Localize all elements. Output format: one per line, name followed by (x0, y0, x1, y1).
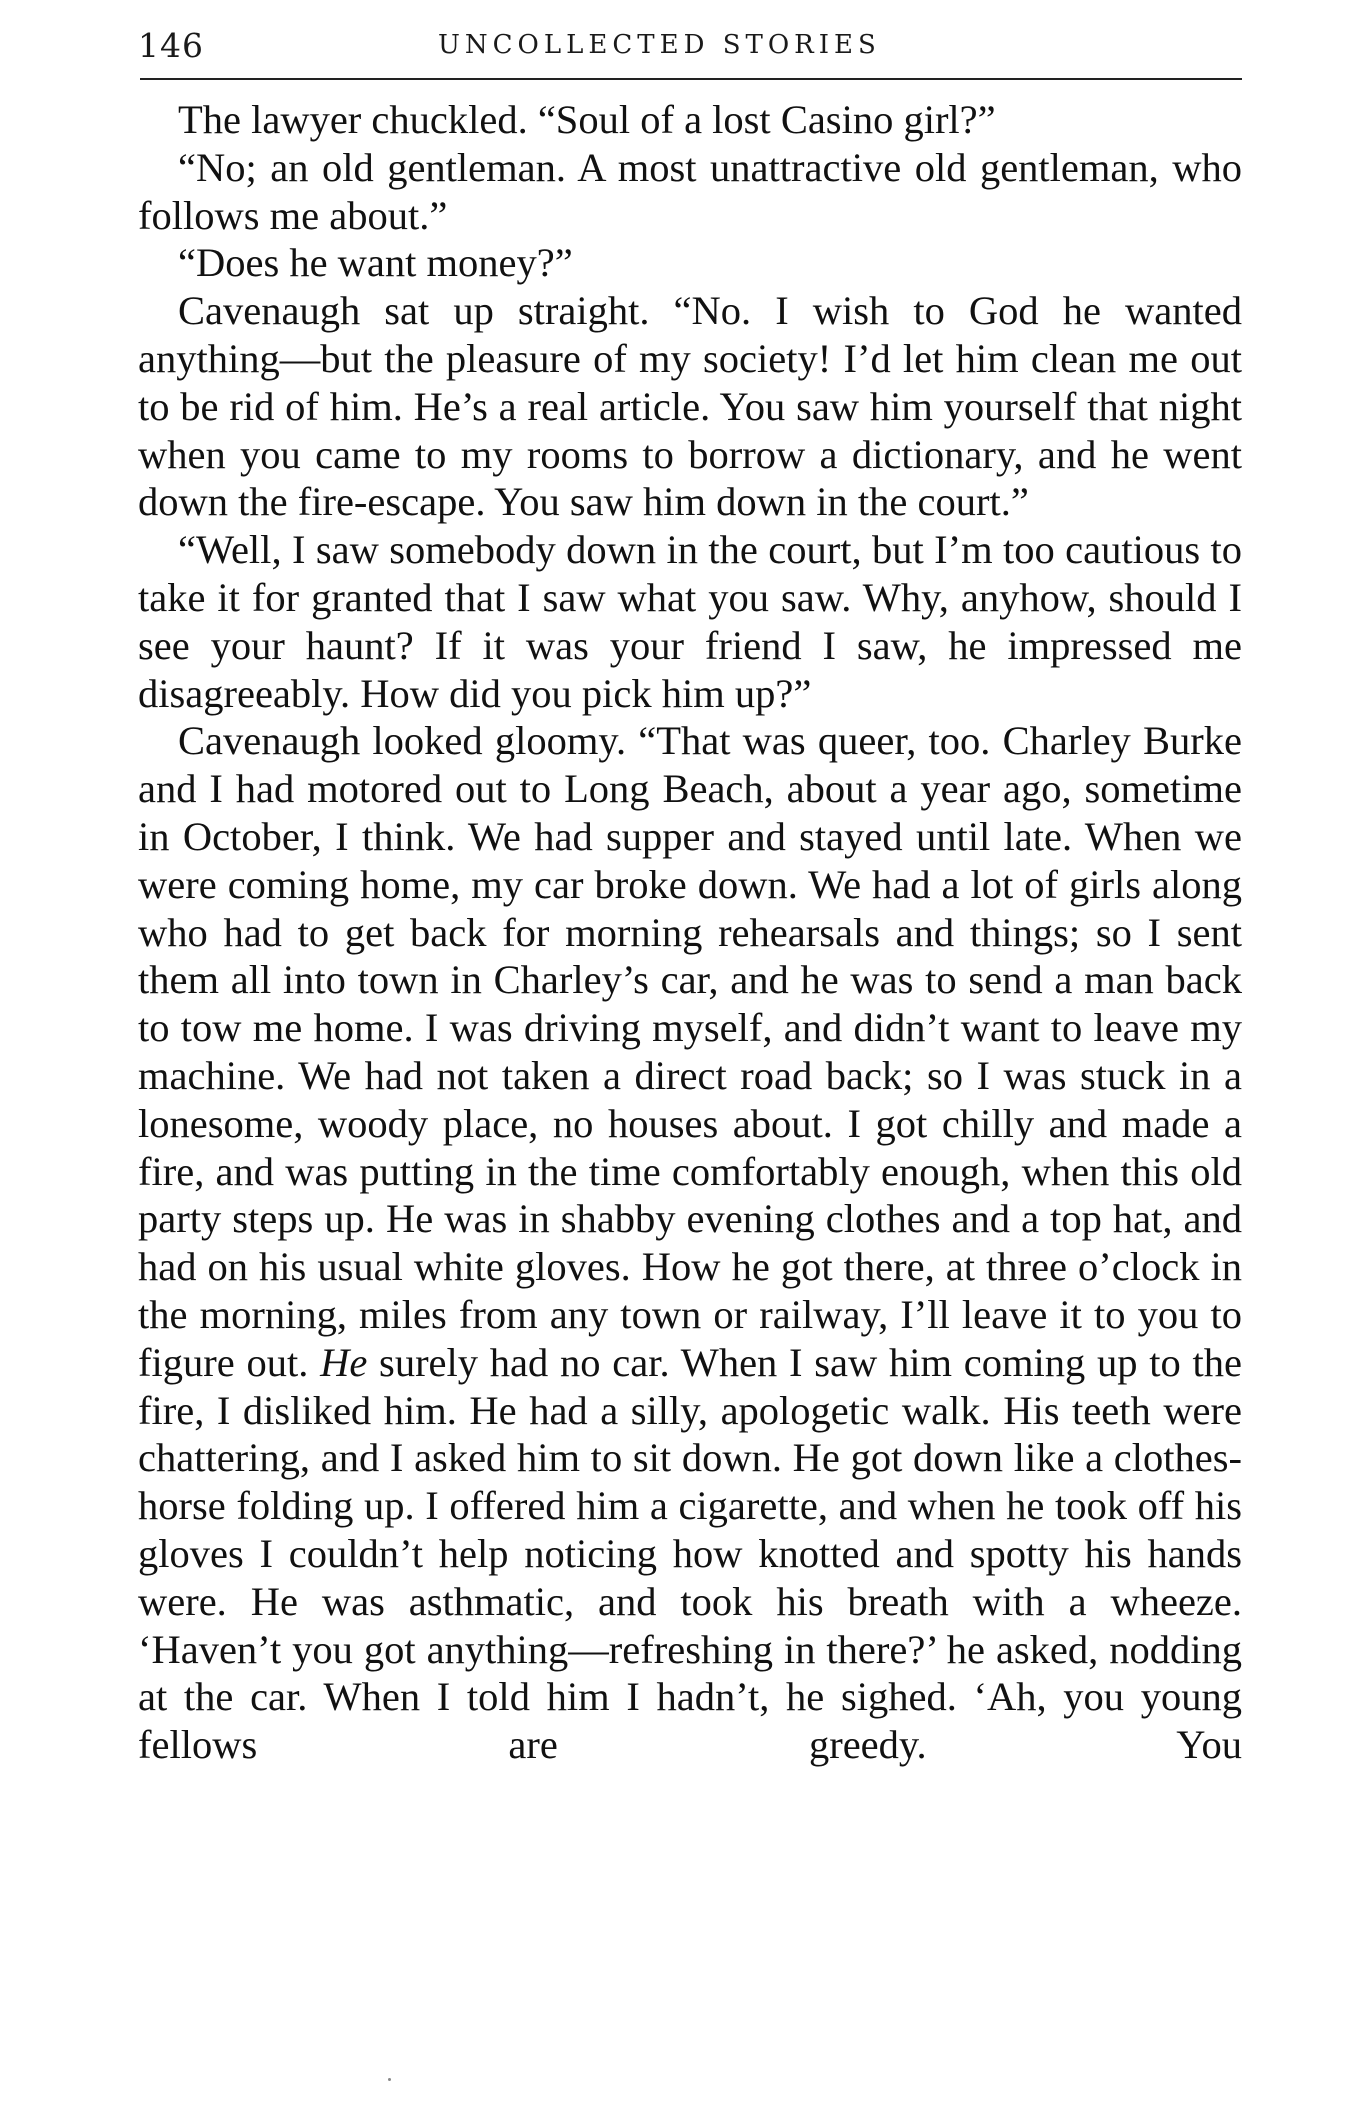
paragraph (138, 717, 1242, 1769)
header-rule (140, 78, 1242, 80)
paragraph: The lawyer chuckled. “Soul of a lost Casino girl?” (178, 97, 996, 142)
paragraph-text: Cavenaugh looked gloomy. “That was queer, too. Charley Burke and I had motored out to Long Beach, about a year ago, sometime in October, I think. We had supper and stayed until late. When we were coming home, my car broke down. We had a lot of girls along who had to get back for morning rehearsals and things; so I sent them all into town in Charley’s car, and he was to send a man back to tow me home. I was driving myself, and didn’t want to leave my machine. We had not taken a direct road back; so I was stuck in a lonesome, woody place, no houses about. I got chilly and made a fire, and was putting in the time comfortably enough, when this old party steps up. He was in shabby evening clothes and a top hat, and had on his usual white gloves. How he got there, at three o’clock in the morning, miles from any town or railway, I’ll leave it to you to figure out. (138, 718, 1242, 1385)
emphasis-text: He (320, 1339, 368, 1385)
paragraph: Cavenaugh sat up straight. “No. I wish to God he wanted anything—but the pleasure of my society! I’d let him clean me out to be rid of him. He’s a real article. You saw him yourself that night when you came to my rooms to borrow a dictionary, and he went down the fire-escape. You saw him down in the court.” (138, 288, 1242, 525)
print-speck (388, 2078, 391, 2081)
paragraph-text: surely had no car. When I saw him coming up to the fire, I disliked him. He had a silly, apologetic walk. His teeth were chattering, and I asked him to sit down. He got down like a clothes-horse folding up. I offered him a cigarette, and when he took off his gloves I couldn’t help noticing how knotted and spotty his hands were. He was asthmatic, and took his breath with a wheeze. ‘Haven’t you got anything—refreshing in there?’ he asked, nodding at the car. When I told him I hadn’t, he sighed. ‘Ah, you young fellows are greedy. You (138, 1339, 1242, 1768)
paragraph: “Well, I saw somebody down in the court, but I’m too cautious to take it for granted that I saw what you saw. Why, anyhow, should I see your haunt? If it was your friend I saw, he impressed me disagreeably. How did you pick him up?” (138, 527, 1242, 716)
running-head: UNCOLLECTED STORIES (438, 30, 881, 60)
paragraph: “No; an old gentleman. A most unattractive old gentleman, who follows me about.” (138, 144, 1242, 238)
body-text (138, 96, 1242, 1769)
paragraph: “Does he want money?” (178, 240, 573, 286)
page-number: 146 (138, 26, 204, 65)
page-header (138, 20, 1242, 70)
